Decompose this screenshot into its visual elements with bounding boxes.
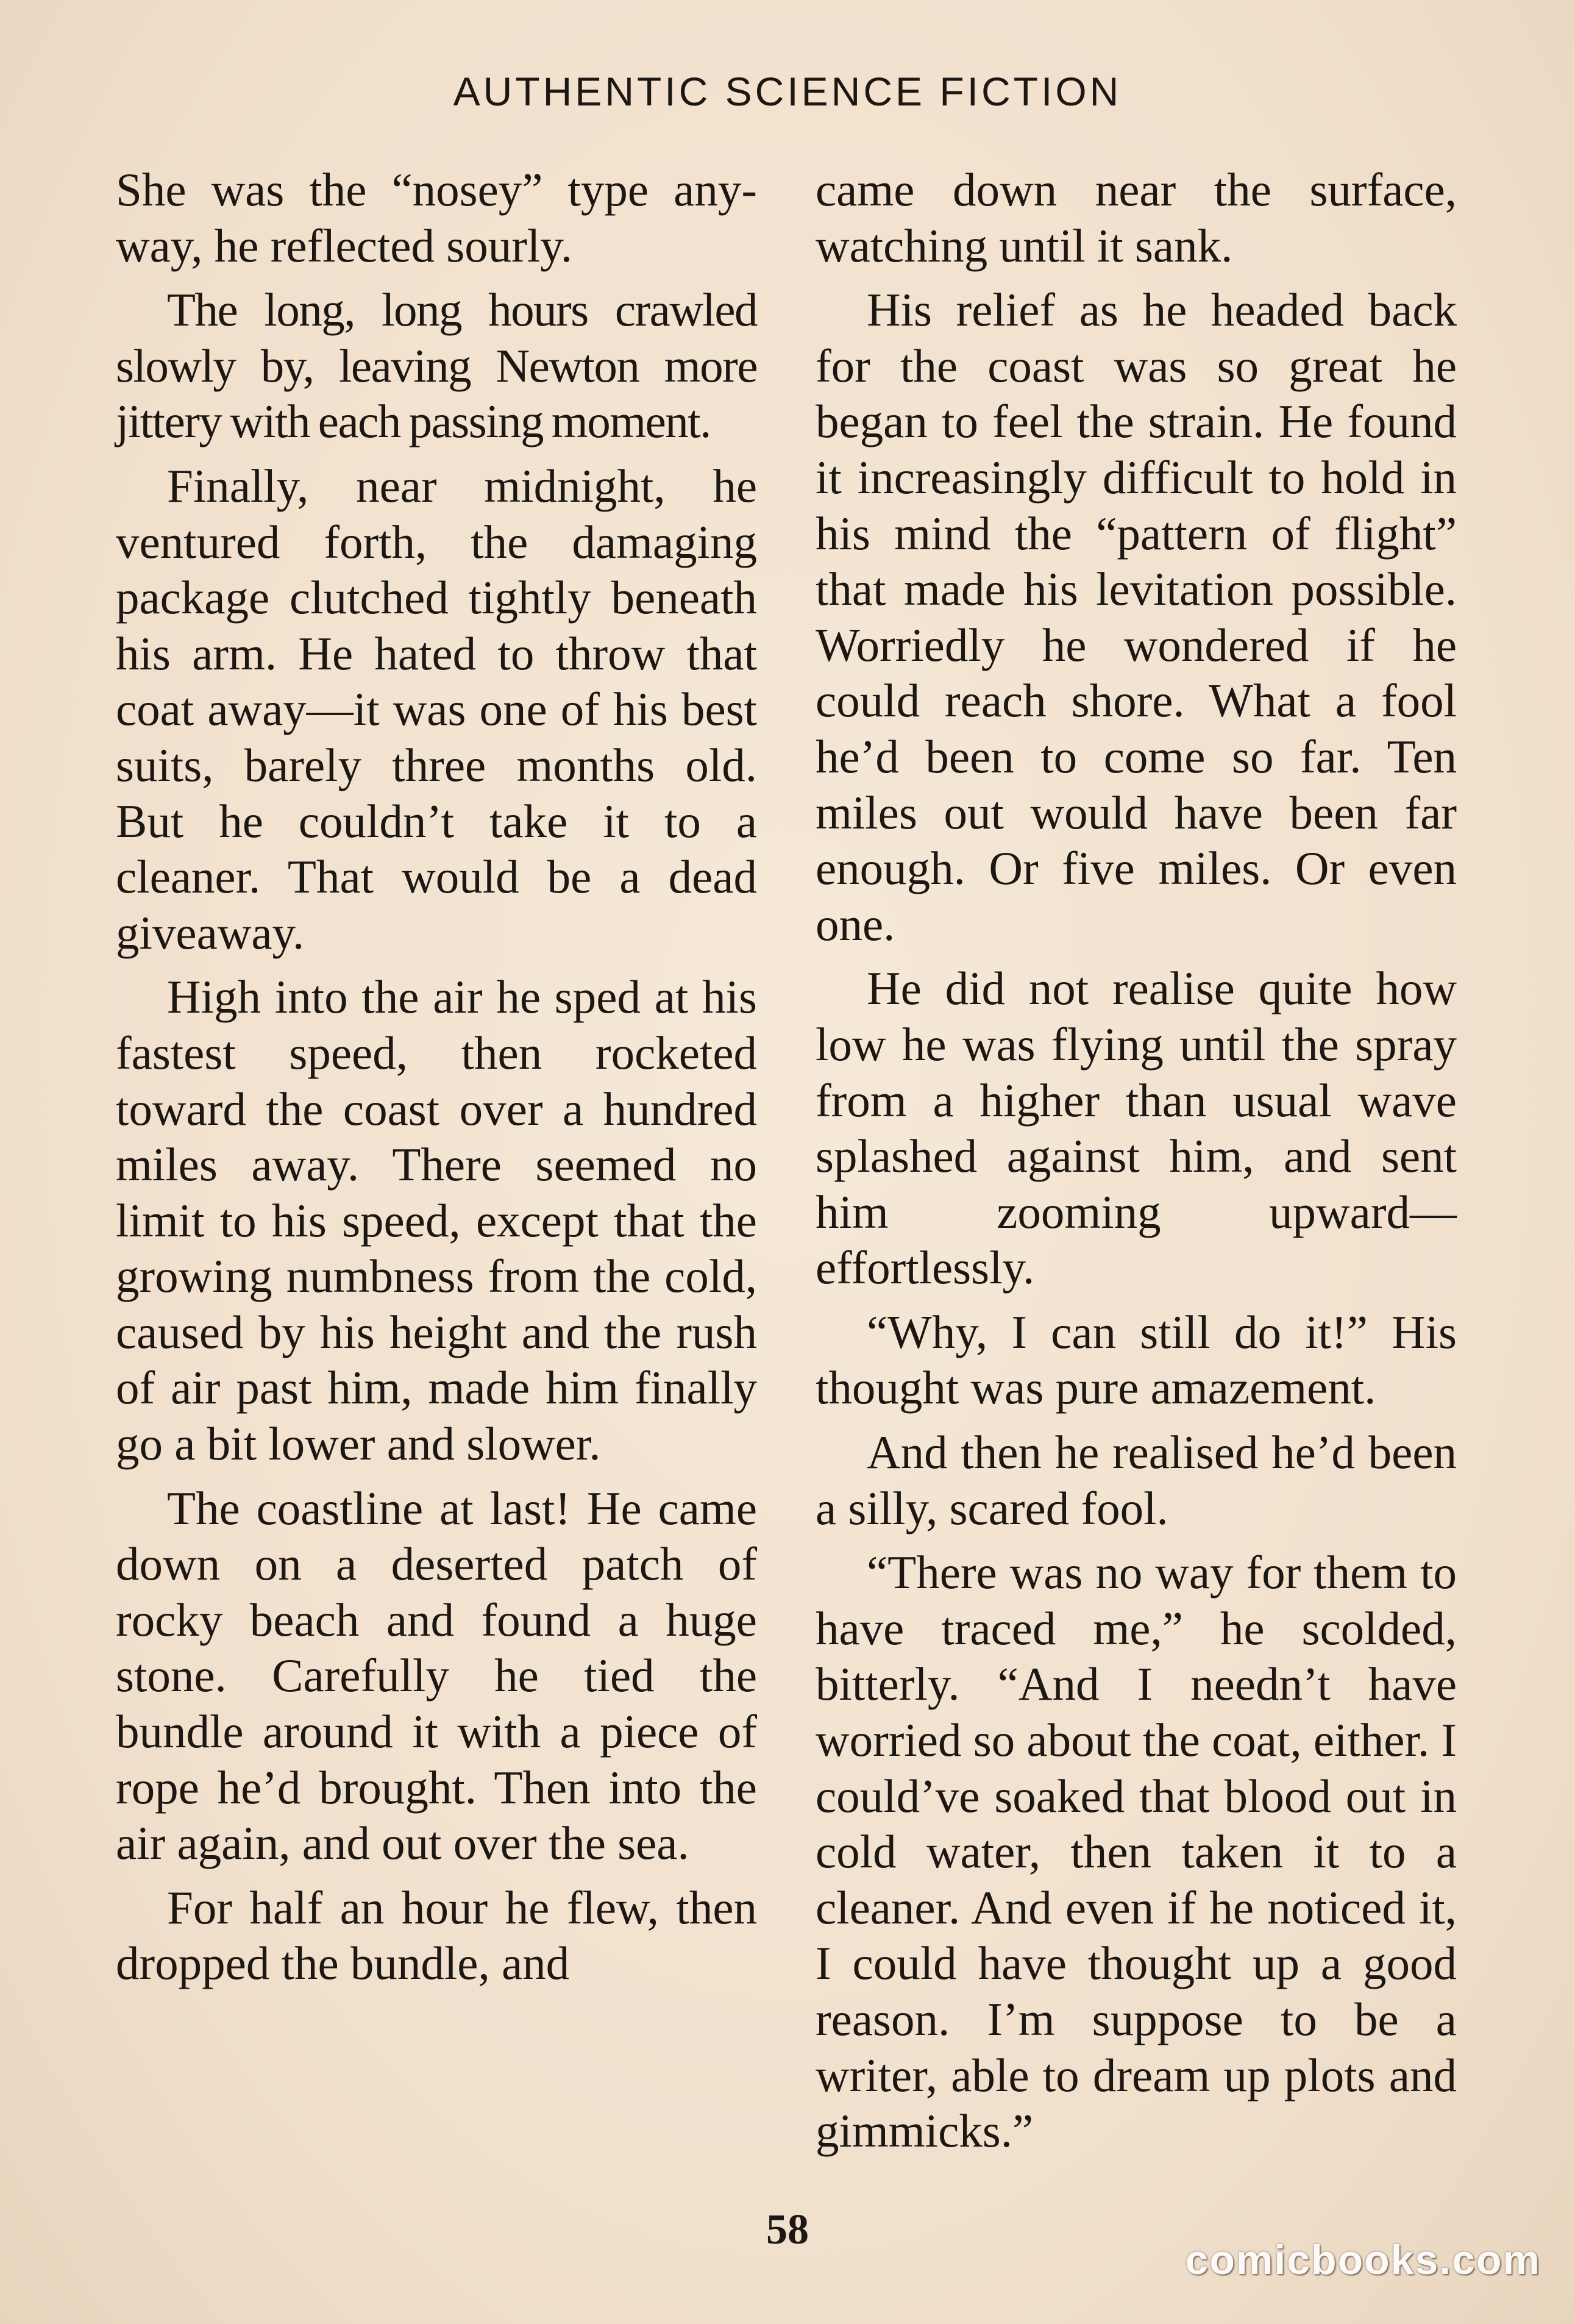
paragraph: He did not realise quite how low he was flying until the spray from a higher than usual wave splashed against him, and sent him zooming upward— effortlessly. [816,962,1457,1294]
paragraph: “Why, I can still do it!” His thought was pure amazement. [816,1305,1457,1414]
paragraph: The long, long hours crawled slowly by, leaving Newton more jittery with each passing moment. [116,283,757,448]
paragraph: High into the air he sped at his fastest speed, then rocketed toward the coast over a hundred miles away. There seemed no limit to his speed, except that the growing numbness from the cold, caused by his height and the rush of air past him, made him finally go a bit lower and slower. [116,971,757,1470]
left-text-column [116,162,757,2000]
paragraph: For half an hour he flew, then dropped the bundle, and [116,1881,757,1990]
page-number: 58 [766,2206,809,2253]
paragraph: came down near the surface, watching until it sank. [816,163,1457,272]
paragraph: And then he realised he’d been a silly, scared fool. [816,1426,1457,1534]
paragraph: “There was no way for them to have traced me,” he scolded, bitterly. “And I needn’t have worried so about the coat, either. I could’ve soaked that blood out in cold water, then taken it to a cleaner. And even if he noticed it, I could have thought up a good reason. I’m suppose to be a writer, able to dream up plots and gimmicks.” [816,1546,1457,2158]
paragraph: His relief as he headed back for the coast was so great he began to feel the strain. He found it increasingly difficult to hold in his mind the “pattern of flight” that made his levitation possible. Worriedly he wondered if he could reach shore. What a fool he’d been to come so far. Ten miles out would have been far enough. Or five miles. Or even one. [816,283,1457,950]
right-text-column [816,162,1457,2168]
paragraph: She was the “nosey” type anyway, he reflected sourly. [116,163,757,272]
paragraph: The coastline at last! He came down on a deserted patch of rocky beach and found a huge stone. Carefully he tied the bundle around it with a piece of rope he’d brought. Then into the air again, and out over the sea. [116,1481,757,1870]
paragraph: Finally, near midnight, he ventured forth, the damaging package clutched tightly beneath his arm. He hated to throw that coat away—it was one of his best suits, barely three months old. But he couldn’t take it to a cleaner. That would be a dead giveaway. [116,459,757,959]
running-head: AUTHENTIC SCIENCE FICTION [453,69,1122,114]
watermark: comicbooks.com [1185,2237,1541,2283]
